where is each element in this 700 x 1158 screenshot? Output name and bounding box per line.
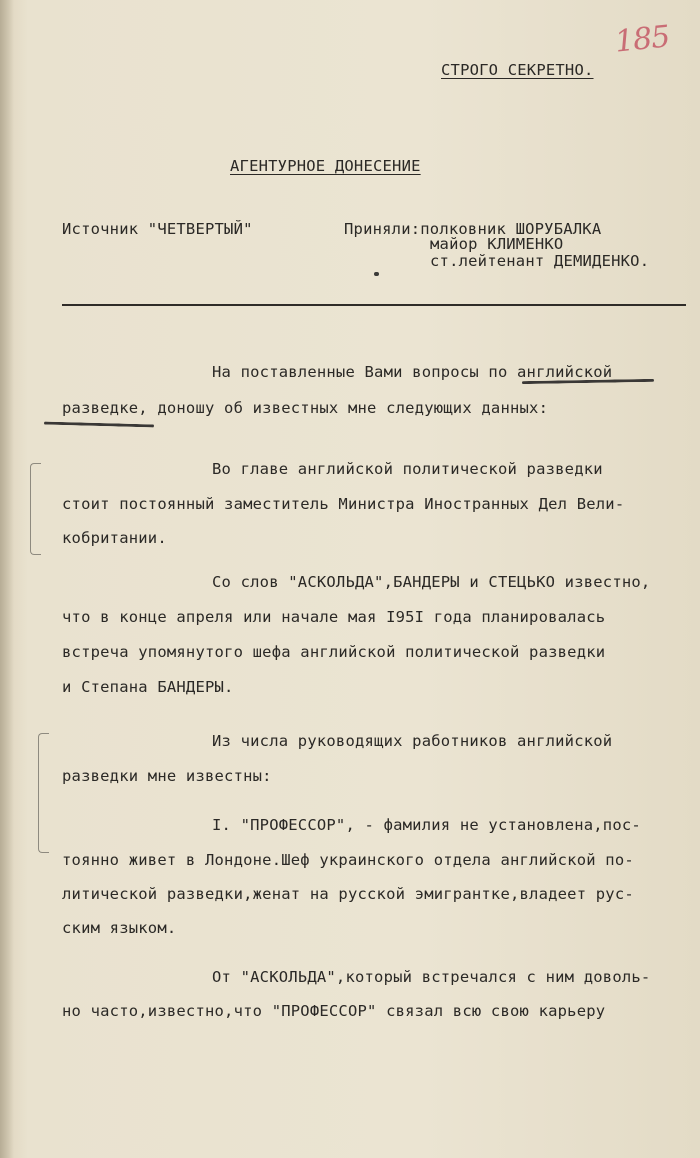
document-title: АГЕНТУРНОЕ ДОНЕСЕНИЕ bbox=[230, 157, 421, 175]
body-line-2: разведке, доношу об известных мне следующих данных: bbox=[62, 399, 549, 417]
received-by-line-2: майор КЛИМЕНКО bbox=[430, 235, 564, 253]
body-line-9: и Степана БАНДЕРЫ. bbox=[62, 678, 234, 696]
ink-dot bbox=[374, 272, 379, 276]
body-line-16: От "АСКОЛЬДА",который встречался с ним доволь- bbox=[212, 968, 651, 986]
margin-bracket-1 bbox=[30, 463, 41, 555]
body-line-4: стоит постоянный заместитель Министра Иностранных Дел Вели- bbox=[62, 495, 625, 513]
body-line-17: но часто,известно,что "ПРОФЕССОР" связал всю свою карьеру bbox=[62, 1002, 606, 1020]
received-by-line-1: Приняли:полковник ШОРУБАЛКА bbox=[344, 220, 602, 238]
margin-bracket-2 bbox=[38, 733, 49, 853]
body-line-5: кобритании. bbox=[62, 529, 167, 547]
body-line-11: разведки мне известны: bbox=[62, 767, 272, 785]
body-line-6: Со слов "АСКОЛЬДА",БАНДЕРЫ и СТЕЦЬКО известно, bbox=[212, 573, 651, 591]
received-by-line-3: ст.лейтенант ДЕМИДЕНКО. bbox=[430, 252, 650, 270]
body-line-8: встреча упомянутого шефа английской политической разведки bbox=[62, 643, 606, 661]
handwritten-page-number: 185 bbox=[613, 19, 671, 60]
body-line-7: что в конце апреля или начале мая I95I года планировалась bbox=[62, 608, 606, 626]
body-line-1: На поставленные Вами вопросы по английской bbox=[212, 363, 613, 381]
body-line-15: ским языком. bbox=[62, 919, 177, 937]
body-line-12: I. "ПРОФЕССОР", - фамилия не установлена,пос- bbox=[212, 816, 641, 834]
binding-shadow bbox=[0, 0, 14, 1158]
body-line-3: Во главе английской политической разведки bbox=[212, 460, 603, 478]
source-line: Источник "ЧЕТВЕРТЫЙ" bbox=[62, 220, 253, 238]
classification-stamp: СТРОГО СЕКРЕТНО. bbox=[441, 61, 594, 79]
body-line-13: тоянно живет в Лондоне.Шеф украинского отдела английской по- bbox=[62, 851, 634, 869]
body-line-10: Из числа руководящих работников английской bbox=[212, 732, 613, 750]
header-divider bbox=[62, 304, 686, 306]
body-line-14: литической разведки,женат на русской эмигрантке,владеет рус- bbox=[62, 885, 634, 903]
